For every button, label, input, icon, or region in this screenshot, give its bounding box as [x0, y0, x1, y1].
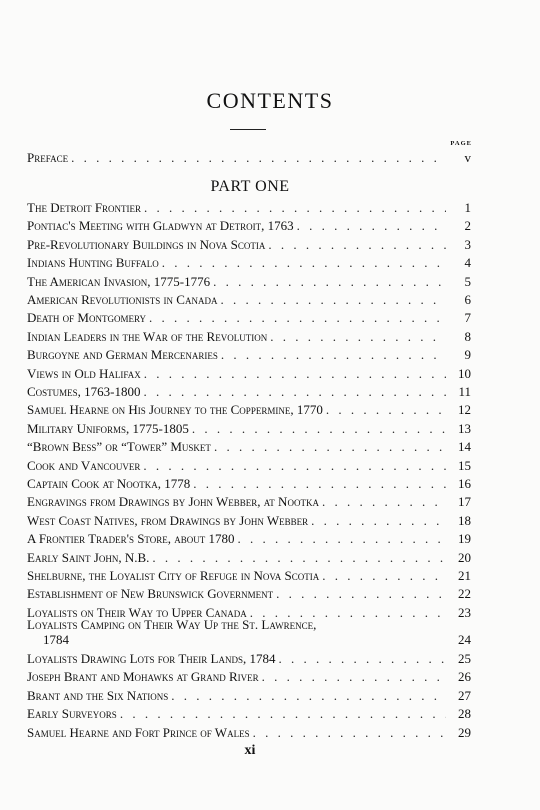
toc-entry-page: 17 — [458, 494, 471, 510]
toc-entry[interactable] — [27, 586, 471, 603]
part-title: PART ONE — [210, 178, 290, 195]
leader-dots — [270, 329, 446, 345]
toc-entry[interactable] — [27, 329, 471, 346]
toc-entry[interactable] — [27, 347, 471, 364]
leader-dots — [322, 568, 446, 584]
leader-dots — [220, 292, 446, 308]
toc-entry-page: 27 — [458, 687, 471, 703]
leader-dots — [326, 402, 446, 418]
toc-entry-label: The American Invasion, 1775-1776 — [27, 273, 211, 289]
toc-entry-label: Views in Old Halifax — [27, 365, 141, 381]
toc-entry-page: 28 — [458, 706, 471, 722]
leader-dots — [262, 669, 446, 685]
page-title: CONTENTS — [206, 88, 334, 113]
toc-entry[interactable] — [27, 476, 471, 493]
leader-dots — [253, 725, 446, 741]
toc-entry-page: 2 — [464, 218, 471, 234]
toc-entry-page: 1 — [464, 200, 471, 215]
toc-entry[interactable] — [27, 706, 471, 723]
leader-dots — [278, 651, 446, 667]
toc-entry-page: 3 — [464, 236, 471, 252]
toc-entry-preface[interactable] — [27, 150, 471, 167]
toc-entry[interactable] — [27, 310, 471, 327]
leader-dots — [213, 274, 446, 290]
toc-entry-page: 12 — [458, 402, 471, 418]
title-rule — [230, 129, 266, 130]
toc-entry-page: v — [464, 150, 471, 165]
toc-entry[interactable] — [27, 550, 471, 567]
toc-entry-label: Shelburne, the Loyalist City of Refuge in Nova Scotia — [27, 568, 320, 583]
toc-entry-label: Pontiac's Meeting with Gladwyn at Detroit, 1763 — [27, 218, 294, 234]
toc-entry-label: Engravings from Drawings by John Webber, at Nootka — [27, 494, 319, 510]
leader-dots — [143, 458, 446, 474]
leader-dots — [152, 550, 446, 566]
toc-entry-page: 22 — [458, 586, 471, 602]
toc-entry-page: 5 — [464, 273, 471, 289]
toc-entry[interactable] — [27, 568, 471, 585]
toc-entry-page: 25 — [458, 651, 471, 666]
leader-dots — [144, 200, 446, 216]
leader-dots — [268, 237, 446, 253]
page-column-label: PAGE — [450, 140, 472, 147]
toc-entry[interactable] — [27, 513, 471, 530]
toc-entry-page: 16 — [458, 476, 471, 491]
toc-entry[interactable] — [27, 421, 471, 438]
toc-entry-page: 10 — [458, 365, 471, 381]
toc-entry[interactable] — [27, 255, 471, 272]
toc-entry-page: 26 — [458, 669, 471, 685]
leader-dots — [238, 531, 446, 547]
leader-dots — [214, 439, 446, 455]
toc-entry-label: Indians Hunting Buffalo — [27, 255, 159, 271]
toc-entry[interactable] — [27, 218, 471, 235]
leader-dots — [193, 476, 446, 492]
toc-entry-label: Loyalists Drawing Lots for Their Lands, 1784 — [27, 651, 276, 666]
toc-entry[interactable] — [27, 669, 471, 686]
toc-entry-label: Burgoyne and German Mercenaries — [27, 347, 218, 363]
toc-entry-label: The Detroit Frontier — [27, 200, 142, 215]
toc-entry-label: American Revolutionists in Canada — [27, 292, 218, 307]
leader-dots — [311, 513, 446, 529]
toc-entry-label: Military Uniforms, 1775-1805 — [27, 420, 189, 436]
toc-entry[interactable] — [27, 688, 471, 705]
toc-entry-label: Indian Leaders in the War of the Revolution — [27, 328, 268, 344]
toc-entry[interactable] — [27, 651, 471, 668]
page-number: xi — [244, 743, 256, 758]
toc-entry-wrapped[interactable] — [27, 632, 471, 649]
toc-entry[interactable] — [27, 531, 471, 548]
toc-entry-label: Costumes, 1763-1800 — [27, 384, 141, 399]
toc-entry-page: 13 — [458, 420, 471, 436]
toc-entry-label: Early Saint John, N.B. — [27, 549, 150, 565]
toc-entry-page: 21 — [458, 568, 471, 583]
toc-entry-page: 23 — [458, 604, 471, 620]
toc-entry[interactable] — [27, 366, 471, 383]
toc-entry-label: Joseph Brant and Mohawks at Grand River — [27, 669, 259, 685]
toc-entry-label: Death of Montgomery — [27, 310, 146, 326]
leader-dots — [144, 366, 446, 382]
toc-entry[interactable] — [27, 402, 471, 419]
toc-entry-page: 14 — [458, 439, 471, 455]
leader-dots — [144, 384, 446, 400]
toc-entry-label: Samuel Hearne on His Journey to the Coppermine, 1770 — [27, 402, 323, 418]
toc-entry-wrapped-line1[interactable]: Loyalists Camping on Their Way Up the St. Lawrence, — [27, 617, 317, 632]
toc-entry-page: 11 — [458, 384, 471, 399]
toc-entry-label: Captain Cook at Nootka, 1778 — [27, 476, 191, 491]
leader-dots — [162, 255, 446, 271]
toc-entry-page: 24 — [458, 632, 471, 647]
toc-entry-page: 15 — [458, 457, 471, 473]
toc-entry-label: Pre-Revolutionary Buildings in Nova Scotia — [27, 236, 266, 252]
toc-entry[interactable] — [27, 494, 471, 511]
toc-entry-page: 9 — [464, 347, 471, 363]
toc-entry-page: 19 — [458, 531, 471, 547]
toc-entry-label: West Coast Natives, from Drawings by John Webber — [27, 512, 309, 528]
toc-entry-page: 18 — [458, 512, 471, 528]
toc-entry[interactable] — [27, 274, 471, 291]
toc-entry-label: Samuel Hearne and Fort Prince of Wales — [27, 724, 250, 740]
leader-dots — [192, 421, 446, 437]
toc-entry-page: 7 — [464, 310, 471, 326]
toc-entry-label: Loyalists on Their Way to Upper Canada — [27, 604, 247, 620]
toc-entry-label: 1784 — [43, 632, 69, 647]
toc-entry-label: “Brown Bess” or “Tower” Musket — [27, 439, 211, 455]
toc-entry[interactable] — [27, 292, 471, 309]
leader-dots — [120, 706, 446, 722]
leader-dots — [276, 586, 446, 602]
leader-dots — [297, 218, 446, 234]
toc-entry-label: Brant and the Six Nations — [27, 687, 169, 703]
toc-entry-page: 4 — [464, 255, 471, 271]
toc-entry[interactable] — [27, 725, 471, 742]
toc-entry-label: Cook and Vancouver — [27, 457, 141, 473]
toc-entry-page: 6 — [464, 292, 471, 307]
toc-entry-label: Establishment of New Brunswick Government — [27, 586, 274, 602]
toc-entry-label: A Frontier Trader's Store, about 1780 — [27, 531, 235, 547]
toc-entry[interactable] — [27, 237, 471, 254]
leader-dots — [221, 347, 446, 363]
toc-entry-label: Early Surveyors — [27, 706, 117, 722]
leader-dots — [149, 310, 446, 326]
toc-entry[interactable] — [27, 458, 471, 475]
toc-entry-page: 29 — [458, 724, 471, 740]
toc-entry[interactable] — [27, 384, 471, 401]
toc-entry-label: Preface — [27, 150, 69, 165]
toc-entry-page: 8 — [464, 328, 471, 344]
toc-entry[interactable] — [27, 439, 471, 456]
toc-entry-page: 20 — [458, 549, 471, 565]
toc-entry[interactable] — [27, 200, 471, 217]
leader-dots — [322, 494, 446, 510]
leader-dots — [71, 150, 446, 166]
leader-dots — [171, 688, 446, 704]
